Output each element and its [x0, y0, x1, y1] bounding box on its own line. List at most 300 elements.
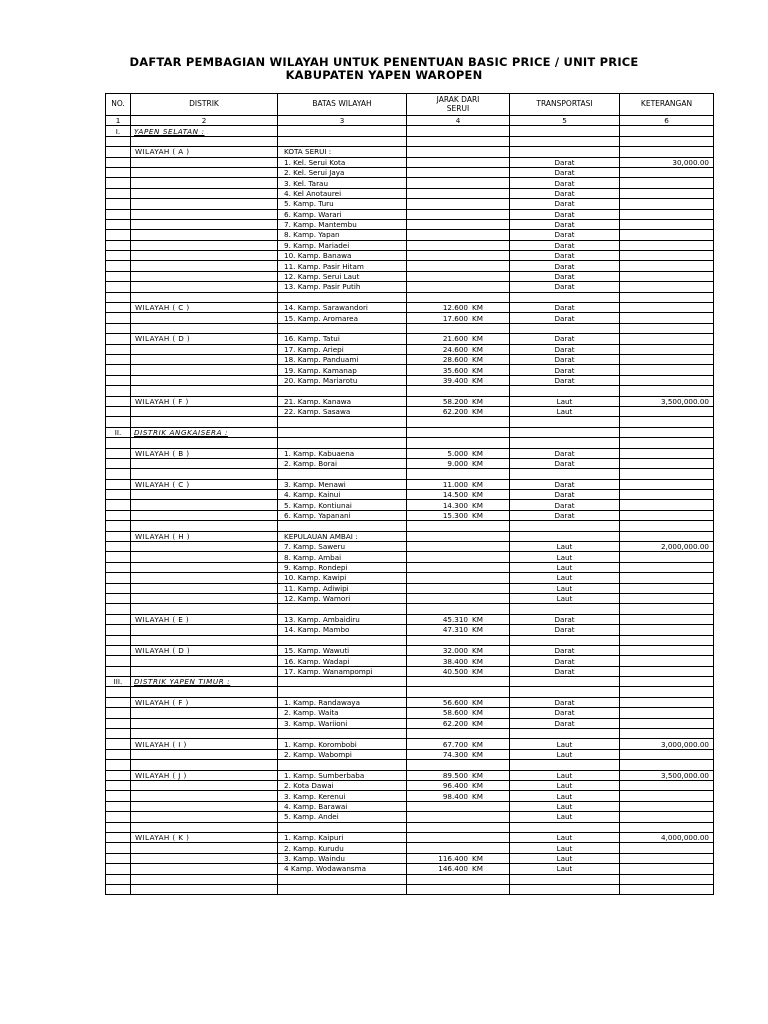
table-row — [106, 427, 714, 437]
cell-batas-wilayah — [278, 884, 407, 894]
cell-keterangan: 3,000,000.00 — [620, 739, 714, 749]
jarak-value: 40.500 — [442, 666, 468, 676]
cell-batas-wilayah: 3. Kamp. Waindu — [278, 853, 407, 863]
cell-batas-wilayah — [278, 386, 407, 396]
cell-batas-wilayah: 1. Kel. Serui Kota — [278, 157, 407, 167]
cell-keterangan — [620, 438, 714, 448]
table-row — [106, 157, 714, 167]
cell-batas-wilayah: 18. Kamp. Panduami — [278, 354, 407, 364]
cell-jarak — [407, 365, 510, 375]
jarak-unit: KM — [472, 853, 483, 863]
region-table — [105, 93, 714, 895]
cell-distrik: WILAYAH ( F ) — [131, 396, 278, 406]
cell-keterangan: 4,000,000.00 — [620, 832, 714, 842]
table-row — [106, 458, 714, 468]
table-row — [106, 438, 714, 448]
cell-no — [106, 199, 131, 209]
jarak-value: 58.200 — [442, 396, 468, 406]
cell-no — [106, 521, 131, 531]
cell-distrik — [131, 604, 278, 614]
cell-no — [106, 230, 131, 240]
cell-keterangan — [620, 583, 714, 593]
jarak-value: 62.200 — [442, 718, 468, 728]
cell-no — [106, 874, 131, 884]
cell-transportasi — [510, 147, 620, 157]
cell-keterangan — [620, 136, 714, 146]
cell-batas-wilayah: 1. Kamp. Korombobi — [278, 739, 407, 749]
cell-distrik: WILAYAH ( D ) — [131, 645, 278, 655]
cell-distrik: WILAYAH ( J ) — [131, 770, 278, 780]
cell-keterangan — [620, 469, 714, 479]
cell-keterangan: 3,500,000.00 — [620, 396, 714, 406]
cell-no — [106, 386, 131, 396]
cell-jarak — [407, 417, 510, 427]
cell-distrik — [131, 219, 278, 229]
cell-no — [106, 240, 131, 250]
cell-keterangan — [620, 635, 714, 645]
cell-transportasi — [510, 427, 620, 437]
cell-distrik — [131, 167, 278, 177]
cell-keterangan — [620, 853, 714, 863]
cell-keterangan — [620, 458, 714, 468]
cell-keterangan — [620, 697, 714, 707]
cell-jarak — [407, 209, 510, 219]
cell-batas-wilayah — [278, 822, 407, 832]
col-number: 4 — [407, 116, 510, 126]
table-row — [106, 874, 714, 884]
jarak-unit: KM — [472, 355, 483, 365]
cell-distrik: WILAYAH ( B ) — [131, 448, 278, 458]
cell-no — [106, 781, 131, 791]
jarak-value: 15.300 — [442, 511, 468, 521]
cell-batas-wilayah — [278, 635, 407, 645]
cell-no — [106, 697, 131, 707]
cell-transportasi: Darat — [510, 708, 620, 718]
cell-jarak — [407, 167, 510, 177]
table-row — [106, 396, 714, 406]
cell-no — [106, 219, 131, 229]
cell-jarak — [407, 708, 510, 718]
table-row — [106, 708, 714, 718]
header-no: NO. — [106, 94, 131, 116]
cell-transportasi: Darat — [510, 365, 620, 375]
cell-batas-wilayah: 12. Kamp. Wamori — [278, 593, 407, 603]
cell-transportasi — [510, 822, 620, 832]
jarak-unit: KM — [472, 739, 483, 749]
cell-no — [106, 188, 131, 198]
cell-keterangan — [620, 365, 714, 375]
cell-batas-wilayah: 9. Kamp. Rondepi — [278, 562, 407, 572]
cell-keterangan: 3,500,000.00 — [620, 770, 714, 780]
cell-batas-wilayah: 14. Kamp. Sarawandori — [278, 303, 407, 313]
header-distrik: DISTRIK — [131, 94, 278, 116]
table-row — [106, 313, 714, 323]
cell-keterangan — [620, 251, 714, 261]
jarak-value: 21.600 — [442, 334, 468, 344]
cell-jarak — [407, 427, 510, 437]
cell-transportasi: Darat — [510, 188, 620, 198]
cell-batas-wilayah: 2. Kamp. Kurudu — [278, 843, 407, 853]
table-row — [106, 656, 714, 666]
cell-transportasi: Darat — [510, 344, 620, 354]
cell-batas-wilayah: 11. Kamp. Adiwipi — [278, 583, 407, 593]
cell-batas-wilayah: 8. Kamp. Ambai — [278, 552, 407, 562]
cell-batas-wilayah: 19. Kamp. Kamanap — [278, 365, 407, 375]
table-row — [106, 832, 714, 842]
cell-no — [106, 167, 131, 177]
cell-transportasi: Darat — [510, 458, 620, 468]
cell-transportasi — [510, 760, 620, 770]
cell-keterangan — [620, 354, 714, 364]
cell-no — [106, 178, 131, 188]
cell-batas-wilayah: 5. Kamp. Andei — [278, 812, 407, 822]
jarak-value: 38.400 — [442, 656, 468, 666]
jarak-value: 32.000 — [442, 646, 468, 656]
table-row — [106, 791, 714, 801]
table-row — [106, 323, 714, 333]
cell-jarak — [407, 656, 510, 666]
cell-distrik: WILAYAH ( A ) — [131, 147, 278, 157]
jarak-value: 17.600 — [442, 313, 468, 323]
table-row — [106, 677, 714, 687]
cell-jarak — [407, 645, 510, 655]
cell-jarak — [407, 438, 510, 448]
cell-batas-wilayah — [278, 521, 407, 531]
cell-no — [106, 645, 131, 655]
table-row — [106, 126, 714, 136]
cell-distrik: WILAYAH ( I ) — [131, 739, 278, 749]
cell-jarak — [407, 542, 510, 552]
cell-keterangan — [620, 791, 714, 801]
cell-keterangan — [620, 427, 714, 437]
cell-keterangan — [620, 687, 714, 697]
cell-batas-wilayah: 7. Kamp. Saweru — [278, 542, 407, 552]
cell-no — [106, 303, 131, 313]
cell-jarak — [407, 510, 510, 520]
cell-no — [106, 542, 131, 552]
cell-transportasi: Laut — [510, 396, 620, 406]
cell-keterangan — [620, 562, 714, 572]
cell-distrik — [131, 251, 278, 261]
cell-batas-wilayah: 22. Kamp. Sasawa — [278, 406, 407, 416]
cell-no — [106, 334, 131, 344]
col-number: 1 — [106, 116, 131, 126]
table-row — [106, 479, 714, 489]
cell-batas-wilayah — [278, 729, 407, 739]
cell-batas-wilayah: 3. Kamp. Kerenui — [278, 791, 407, 801]
jarak-unit: KM — [472, 646, 483, 656]
cell-no — [106, 583, 131, 593]
cell-keterangan — [620, 822, 714, 832]
cell-transportasi: Laut — [510, 812, 620, 822]
col-number: 3 — [278, 116, 407, 126]
cell-keterangan — [620, 386, 714, 396]
cell-transportasi: Darat — [510, 656, 620, 666]
cell-jarak — [407, 354, 510, 364]
cell-jarak — [407, 801, 510, 811]
cell-distrik — [131, 812, 278, 822]
cell-keterangan — [620, 490, 714, 500]
cell-jarak — [407, 199, 510, 209]
cell-batas-wilayah: 1. Kamp. Randawaya — [278, 697, 407, 707]
cell-batas-wilayah: 2. Kamp. Wabompi — [278, 749, 407, 759]
jarak-value: 5.000 — [447, 448, 468, 458]
cell-keterangan: 2,000,000.00 — [620, 542, 714, 552]
cell-transportasi: Darat — [510, 500, 620, 510]
header-transportasi: TRANSPORTASI — [510, 94, 620, 116]
cell-batas-wilayah: 5. Kamp. Turu — [278, 199, 407, 209]
table-row — [106, 490, 714, 500]
table-row — [106, 801, 714, 811]
cell-jarak — [407, 677, 510, 687]
header-batas-wilayah: BATAS WILAYAH — [278, 94, 407, 116]
cell-jarak — [407, 625, 510, 635]
cell-batas-wilayah: 17. Kamp. Ariepi — [278, 344, 407, 354]
cell-jarak — [407, 635, 510, 645]
cell-batas-wilayah — [278, 469, 407, 479]
jarak-unit: KM — [472, 365, 483, 375]
table-row — [106, 770, 714, 780]
cell-no — [106, 448, 131, 458]
cell-distrik — [131, 417, 278, 427]
cell-distrik — [131, 438, 278, 448]
cell-transportasi: Darat — [510, 157, 620, 167]
cell-keterangan — [620, 209, 714, 219]
cell-distrik: WILAYAH ( C ) — [131, 479, 278, 489]
cell-jarak — [407, 126, 510, 136]
cell-transportasi: Darat — [510, 199, 620, 209]
cell-keterangan — [620, 677, 714, 687]
cell-no — [106, 209, 131, 219]
cell-keterangan — [620, 656, 714, 666]
cell-distrik: WILAYAH ( F ) — [131, 697, 278, 707]
cell-jarak — [407, 874, 510, 884]
cell-distrik — [131, 458, 278, 468]
cell-transportasi — [510, 729, 620, 739]
cell-transportasi: Laut — [510, 843, 620, 853]
table-row — [106, 645, 714, 655]
cell-keterangan — [620, 781, 714, 791]
cell-keterangan — [620, 178, 714, 188]
cell-transportasi: Darat — [510, 697, 620, 707]
table-row — [106, 178, 714, 188]
cell-keterangan — [620, 500, 714, 510]
jarak-unit: KM — [472, 479, 483, 489]
jarak-value: 39.400 — [442, 375, 468, 385]
cell-distrik — [131, 864, 278, 874]
cell-distrik — [131, 666, 278, 676]
cell-batas-wilayah — [278, 427, 407, 437]
cell-distrik — [131, 822, 278, 832]
cell-jarak — [407, 614, 510, 624]
cell-no: III. — [106, 677, 131, 687]
jarak-unit: KM — [472, 864, 483, 874]
cell-batas-wilayah: 7. Kamp. Mantembu — [278, 219, 407, 229]
cell-batas-wilayah — [278, 126, 407, 136]
table-row — [106, 614, 714, 624]
cell-jarak — [407, 573, 510, 583]
cell-keterangan — [620, 303, 714, 313]
jarak-unit: KM — [472, 511, 483, 521]
cell-no — [106, 438, 131, 448]
cell-transportasi: Darat — [510, 625, 620, 635]
cell-no — [106, 396, 131, 406]
table-row — [106, 822, 714, 832]
cell-keterangan — [620, 292, 714, 302]
cell-distrik — [131, 292, 278, 302]
cell-batas-wilayah — [278, 136, 407, 146]
cell-distrik — [131, 323, 278, 333]
cell-jarak — [407, 562, 510, 572]
jarak-unit: KM — [472, 500, 483, 510]
cell-keterangan — [620, 874, 714, 884]
column-number-row — [106, 116, 714, 126]
cell-no — [106, 635, 131, 645]
cell-jarak — [407, 147, 510, 157]
cell-transportasi: Darat — [510, 282, 620, 292]
jarak-unit: KM — [472, 448, 483, 458]
cell-jarak — [407, 853, 510, 863]
cell-distrik — [131, 749, 278, 759]
cell-transportasi: Darat — [510, 354, 620, 364]
cell-distrik — [131, 760, 278, 770]
table-row — [106, 375, 714, 385]
cell-distrik — [131, 521, 278, 531]
cell-keterangan — [620, 708, 714, 718]
cell-transportasi: Laut — [510, 864, 620, 874]
cell-jarak — [407, 313, 510, 323]
cell-no — [106, 365, 131, 375]
cell-batas-wilayah: 4. Kamp. Kainui — [278, 490, 407, 500]
cell-transportasi: Darat — [510, 448, 620, 458]
cell-distrik — [131, 718, 278, 728]
col-number: 6 — [620, 116, 714, 126]
jarak-value: 89.500 — [442, 770, 468, 780]
cell-batas-wilayah — [278, 292, 407, 302]
jarak-unit: KM — [472, 334, 483, 344]
cell-keterangan — [620, 801, 714, 811]
jarak-value: 45.310 — [442, 614, 468, 624]
cell-keterangan — [620, 604, 714, 614]
jarak-unit: KM — [472, 656, 483, 666]
cell-distrik — [131, 729, 278, 739]
cell-no — [106, 531, 131, 541]
table-row — [106, 354, 714, 364]
cell-transportasi: Darat — [510, 303, 620, 313]
jarak-value: 56.600 — [442, 698, 468, 708]
cell-jarak — [407, 251, 510, 261]
jarak-value: 35.600 — [442, 365, 468, 375]
cell-keterangan — [620, 729, 714, 739]
cell-jarak — [407, 157, 510, 167]
cell-keterangan — [620, 126, 714, 136]
cell-no — [106, 354, 131, 364]
cell-no — [106, 864, 131, 874]
cell-keterangan — [620, 864, 714, 874]
cell-distrik — [131, 656, 278, 666]
cell-transportasi: Darat — [510, 718, 620, 728]
jarak-value: 14.300 — [442, 500, 468, 510]
cell-jarak — [407, 344, 510, 354]
cell-distrik: YAPEN SELATAN : — [131, 126, 278, 136]
cell-distrik: WILAYAH ( K ) — [131, 832, 278, 842]
table-row — [106, 812, 714, 822]
cell-transportasi — [510, 438, 620, 448]
cell-no — [106, 271, 131, 281]
cell-distrik — [131, 230, 278, 240]
table-row — [106, 573, 714, 583]
document-subtitle: KABUPATEN YAPEN WAROPEN — [285, 68, 483, 82]
jarak-value: 62.200 — [442, 407, 468, 417]
cell-jarak — [407, 729, 510, 739]
table-row — [106, 781, 714, 791]
cell-jarak — [407, 261, 510, 271]
cell-keterangan — [620, 375, 714, 385]
table-row — [106, 136, 714, 146]
jarak-value: 67.700 — [442, 739, 468, 749]
cell-distrik — [131, 853, 278, 863]
cell-batas-wilayah: 1. Kamp. Kaipuri — [278, 832, 407, 842]
cell-distrik — [131, 406, 278, 416]
cell-jarak — [407, 666, 510, 676]
cell-keterangan — [620, 843, 714, 853]
cell-batas-wilayah: 2. Kamp. Borai — [278, 458, 407, 468]
cell-jarak — [407, 386, 510, 396]
cell-jarak — [407, 604, 510, 614]
cell-keterangan — [620, 573, 714, 583]
cell-no — [106, 573, 131, 583]
cell-jarak — [407, 812, 510, 822]
cell-transportasi — [510, 136, 620, 146]
jarak-value: 146.400 — [438, 864, 468, 874]
cell-jarak — [407, 687, 510, 697]
jarak-unit: KM — [472, 375, 483, 385]
jarak-unit: KM — [472, 614, 483, 624]
cell-distrik — [131, 344, 278, 354]
cell-batas-wilayah — [278, 438, 407, 448]
cell-transportasi: Darat — [510, 251, 620, 261]
cell-distrik — [131, 313, 278, 323]
cell-no — [106, 687, 131, 697]
cell-batas-wilayah: 2. Kota Dawai — [278, 781, 407, 791]
cell-distrik — [131, 552, 278, 562]
cell-jarak — [407, 521, 510, 531]
cell-jarak — [407, 240, 510, 250]
cell-distrik — [131, 490, 278, 500]
cell-no — [106, 853, 131, 863]
cell-transportasi: Darat — [510, 479, 620, 489]
cell-jarak — [407, 760, 510, 770]
cell-transportasi — [510, 884, 620, 894]
cell-no — [106, 344, 131, 354]
table-row — [106, 292, 714, 302]
cell-transportasi — [510, 521, 620, 531]
cell-batas-wilayah: 1. Kamp. Kabuaena — [278, 448, 407, 458]
cell-transportasi: Laut — [510, 593, 620, 603]
cell-batas-wilayah — [278, 323, 407, 333]
cell-jarak — [407, 479, 510, 489]
cell-distrik — [131, 708, 278, 718]
cell-distrik — [131, 573, 278, 583]
cell-transportasi — [510, 874, 620, 884]
cell-batas-wilayah: 14. Kamp. Mambo — [278, 625, 407, 635]
jarak-unit: KM — [472, 781, 483, 791]
table-row — [106, 635, 714, 645]
cell-no — [106, 604, 131, 614]
table-row — [106, 219, 714, 229]
jarak-value: 9.000 — [447, 459, 468, 469]
cell-transportasi — [510, 126, 620, 136]
